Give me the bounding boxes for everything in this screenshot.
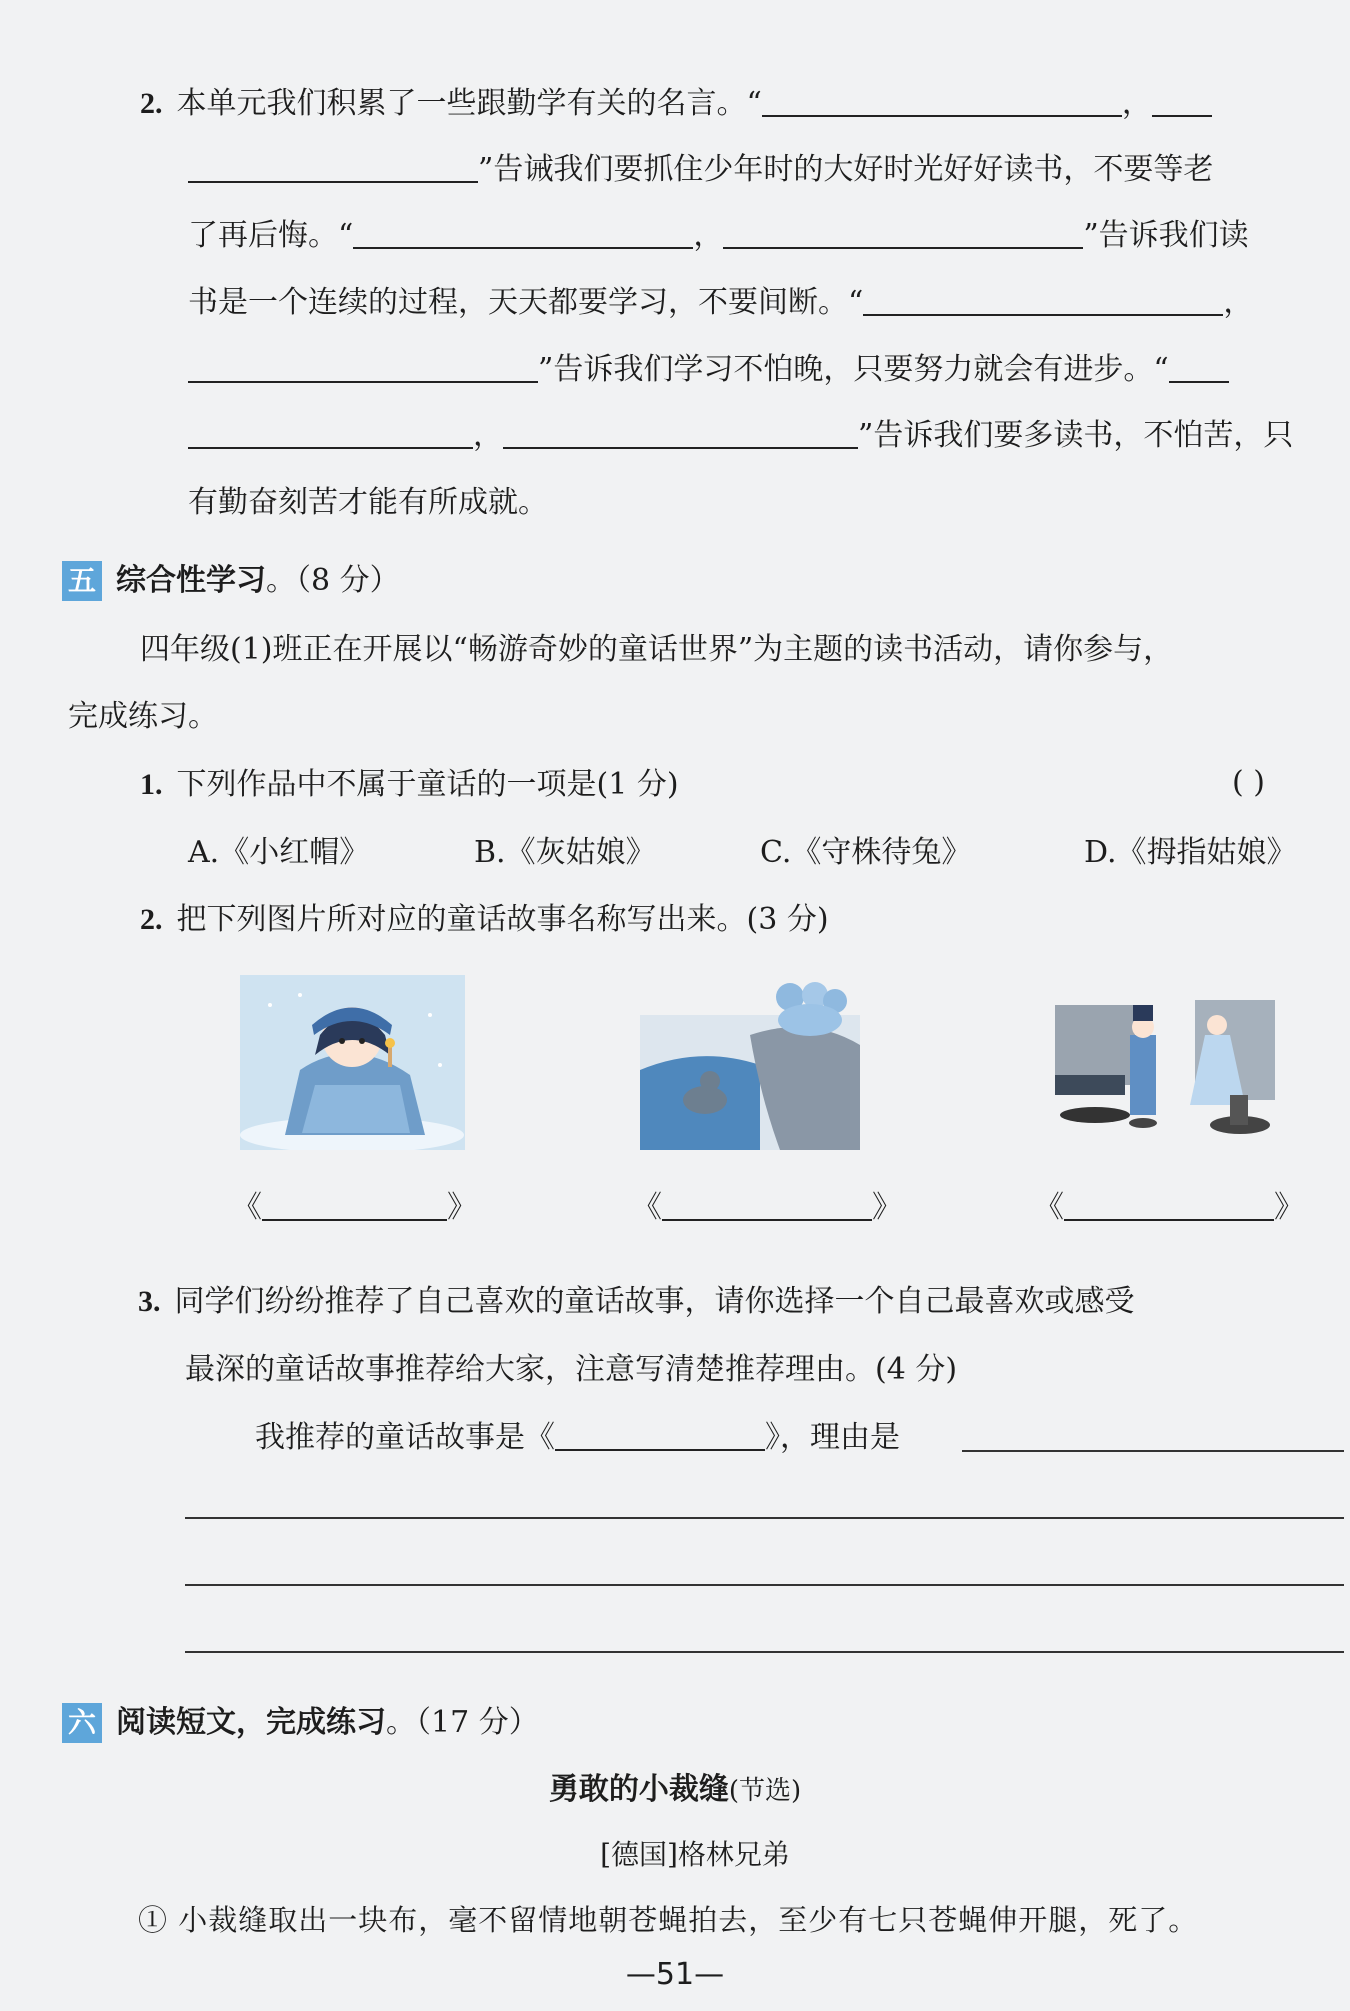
article-title: 勇敢的小裁缝(节选)	[548, 1772, 802, 1807]
page-number: —51—	[625, 1957, 725, 1992]
answer-blank[interactable]	[503, 417, 858, 449]
answer-blank[interactable]	[353, 217, 693, 249]
answer-paren[interactable]: ( )	[1232, 765, 1265, 800]
q2-line-5: ”告诉我们学习不怕晚，只要努力就会有进步。“	[188, 350, 1229, 390]
section-title: 阅读短文，完成练习	[116, 1705, 386, 1740]
section-5-intro-2: 完成练习。	[68, 699, 218, 734]
option-c[interactable]: C.《守株待兔》	[760, 835, 972, 870]
answer-blank[interactable]	[863, 284, 1223, 316]
reason-line[interactable]	[962, 1450, 1344, 1452]
article-paragraph-1: ① 小裁缝取出一块布，毫不留情地朝苍蝇拍去，至少有七只苍蝇伸开腿，死了。	[138, 1903, 1199, 1937]
story-title-blank[interactable]	[555, 1419, 765, 1451]
reason-line[interactable]	[185, 1517, 1344, 1519]
article-author: [德国]格林兄弟	[600, 1838, 790, 1871]
section-5-heading: 五 综合性学习。（8 分）	[62, 560, 400, 601]
answer-blank[interactable]	[723, 217, 1083, 249]
section-6-heading: 六 阅读短文，完成练习。（17 分）	[62, 1702, 539, 1743]
section-5-intro: 四年级(1)班正在开展以“畅游奇妙的童话世界”为主题的读书活动，请你参与，	[140, 632, 1174, 667]
option-a[interactable]: A.《小红帽》	[188, 835, 370, 870]
tin-soldier-image	[1055, 995, 1280, 1145]
q2-line-2: ”告诫我们要抓住少年时的大好时光好好读书，不要等老	[188, 150, 1213, 190]
option-d[interactable]: D.《拇指姑娘》	[1084, 835, 1297, 870]
title-blank-2[interactable]: 《 》	[632, 1190, 902, 1225]
answer-blank[interactable]	[1169, 351, 1229, 383]
section-number-badge: 六	[62, 1703, 102, 1743]
section-title: 综合性学习	[116, 563, 266, 598]
answer-blank[interactable]	[188, 351, 538, 383]
answer-blank[interactable]	[1152, 85, 1212, 117]
answer-blank[interactable]	[188, 151, 478, 183]
q2-line-7: 有勤奋刻苦才能有所成就。	[188, 485, 548, 520]
reason-line[interactable]	[185, 1651, 1344, 1653]
q2-line-4: 书是一个连续的过程，天天都要学习，不要间断。“ ，	[188, 285, 1254, 320]
answer-blank[interactable]	[188, 417, 473, 449]
s5-q3-line-1: 3. 同学们纷纷推荐了自己喜欢的童话故事，请你选择一个自己最喜欢或感受	[138, 1284, 1135, 1319]
answer-blank[interactable]	[762, 85, 1122, 117]
title-blank-1[interactable]: 《 》	[232, 1190, 477, 1225]
reason-line[interactable]	[185, 1584, 1344, 1586]
q2-line-1: 2. 本单元我们积累了一些跟勤学有关的名言。“ ，	[140, 84, 1212, 124]
title-blank-3[interactable]: 《 》	[1034, 1190, 1304, 1225]
match-girl-image	[240, 975, 465, 1150]
q2-line-6: ， ”告诉我们要多读书，不怕苦，只	[188, 416, 1293, 456]
s5-q1: 1. 下列作品中不属于童话的一项是(1 分)	[140, 767, 679, 802]
s5-q3-line-3: 我推荐的童话故事是《 》，理由是	[255, 1420, 900, 1455]
s5-q2: 2. 把下列图片所对应的童话故事名称写出来。(3 分)	[140, 902, 829, 937]
ugly-duckling-image	[640, 975, 860, 1150]
s5-q3-line-2: 最深的童话故事推荐给大家，注意写清楚推荐理由。(4 分)	[185, 1352, 958, 1387]
section-number-badge: 五	[62, 561, 102, 601]
option-b[interactable]: B.《灰姑娘》	[474, 835, 656, 870]
q2-line-3: 了再后悔。“ ， ”告诉我们读	[188, 218, 1249, 253]
